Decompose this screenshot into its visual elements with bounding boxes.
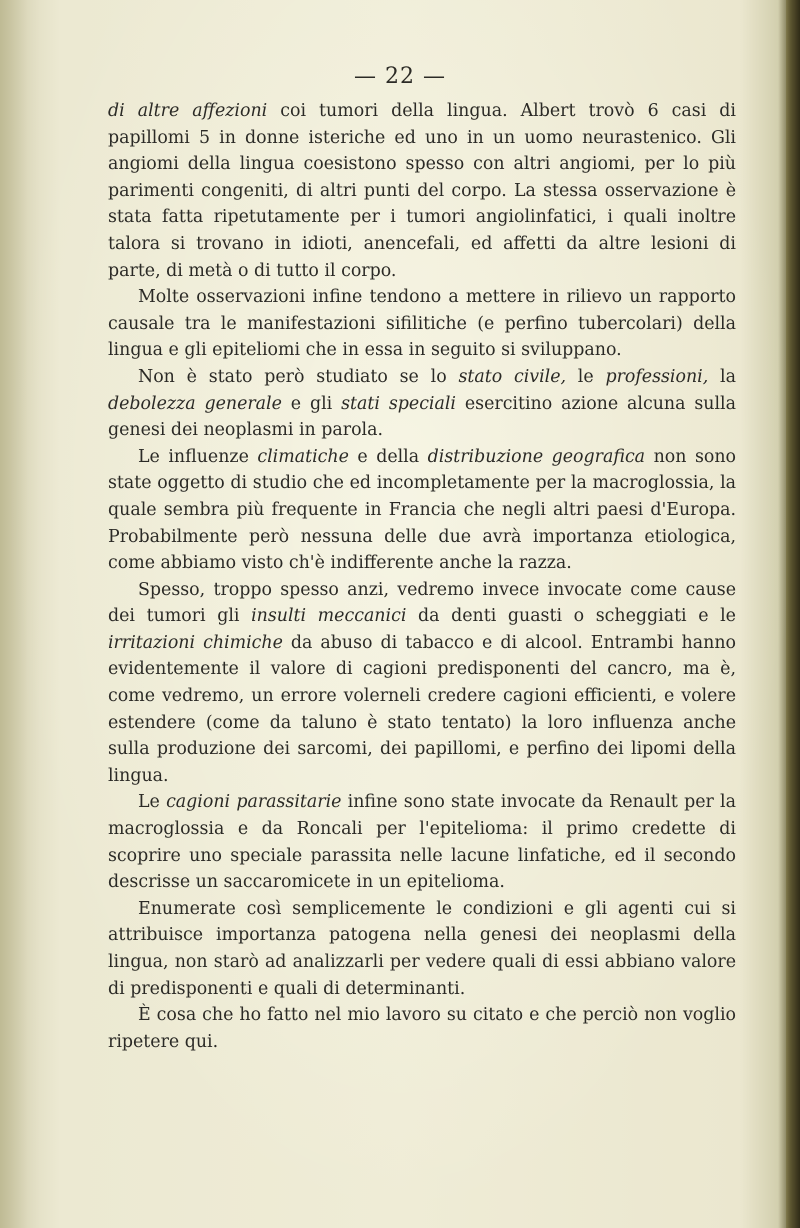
- italic-text: di altre affezioni: [108, 101, 268, 121]
- italic-text: distribuzione geografica: [427, 446, 646, 467]
- paragraph: [108, 577, 736, 790]
- text-run: da abuso di tabacco e di alcool. Entrambi hanno evidentemente il valore di cagioni predisponenti del cancro, ma è, come vedremo, un errore volerneli credere cagioni efficienti, e volere estendere (come da taluno è stato tentato) la loro influenza anche sulla produzione dei sarcomi, dei papillomi, e perfino dei lipomi della lingua.: [108, 632, 736, 786]
- text-run: le: [566, 366, 606, 387]
- text-run: esercitino azione alcuna sulla genesi dei neoplasmi in parola.: [108, 393, 736, 441]
- page-right-binding-edge: [786, 0, 800, 1228]
- paragraph: [108, 896, 736, 1002]
- text-run: È cosa che ho fatto nel mio lavoro su citato e che perciò non voglio ripetere qui.: [108, 1005, 736, 1052]
- italic-text: debolezza generale: [108, 393, 282, 414]
- text-run: e gli: [281, 393, 342, 414]
- italic-text: irritazioni chimiche: [108, 632, 283, 653]
- italic-text: professioni,: [605, 366, 709, 387]
- italic-text: stati speciali: [341, 393, 456, 414]
- paragraph: [108, 444, 736, 577]
- paragraph: [108, 1002, 736, 1055]
- text-run: e della: [348, 446, 428, 467]
- paragraph: [108, 98, 736, 284]
- paragraph: [108, 789, 736, 895]
- text-run: Molte osservazioni infine tendono a mettere in rilievo un rapporto causale tra le manifestazioni sifilitiche (e perfino tubercolari) della lingua e gli epiteliomi che in essa in seguito si sviluppano.: [108, 287, 736, 361]
- text-run: da denti guasti o scheggiati e le: [406, 606, 736, 627]
- page-left-shadow: [0, 0, 40, 1228]
- text-run: infine sono state invocate da Renault per la macroglossia e da Roncali per l'epitelioma: il primo credette di scoprire uno speciale parassita nelle lacune linfatiche, ed il secondo descrisse un saccaromicete in un epitelioma.: [108, 792, 736, 893]
- paragraph: [108, 284, 736, 364]
- page-number: — 22 —: [354, 64, 446, 89]
- text-run: Le: [138, 792, 167, 813]
- italic-text: climatiche: [257, 446, 349, 467]
- paragraph: [108, 364, 736, 444]
- text-run: Non è stato però studiato se lo: [138, 366, 459, 387]
- text-run: Enumerate così semplicemente le condizioni e gli agenti cui si attribuisce importanza patogena nella genesi dei neoplasmi della lingua, non starò ad analizzarli per vedere quali di essi abbiano valore di predisponenti e quali di determinanti.: [108, 898, 736, 999]
- body-text: [108, 98, 736, 1055]
- text-run: coi tumori della lingua. Albert trovò 6 casi di papillomi 5 in donne isteriche ed uno in un uomo neurastenico. Gli angiomi della lingua coesistono spesso con altri angiomi, per lo più parimenti congeniti, di altri punti del corpo. La stessa osservazione è stata fatta ripetutamente per i tumori angiolinfatici, i quali inoltre talora si trovano in idioti, anencefali, ed affetti da altre lesioni di parte, di metà o di tutto il corpo.: [108, 101, 736, 281]
- italic-text: cagioni parassitarie: [166, 792, 342, 813]
- text-run: Le influenze: [138, 446, 258, 467]
- italic-text: insulti meccanici: [251, 606, 407, 627]
- text-run: la: [708, 366, 736, 387]
- text-run: non sono state oggetto di studio che ed incompletamente per la macroglossia, la quale sembra più frequente in Francia che negli altri paesi d'Europa. Probabilmente però nessuna delle due avrà importanza etiologica, come abbiamo visto ch'è indifferente anche la razza.: [108, 446, 737, 574]
- text-run: Spesso, troppo spesso anzi, vedremo invece invocate come cause dei tumori gli: [108, 579, 736, 627]
- italic-text: stato civile,: [458, 366, 567, 387]
